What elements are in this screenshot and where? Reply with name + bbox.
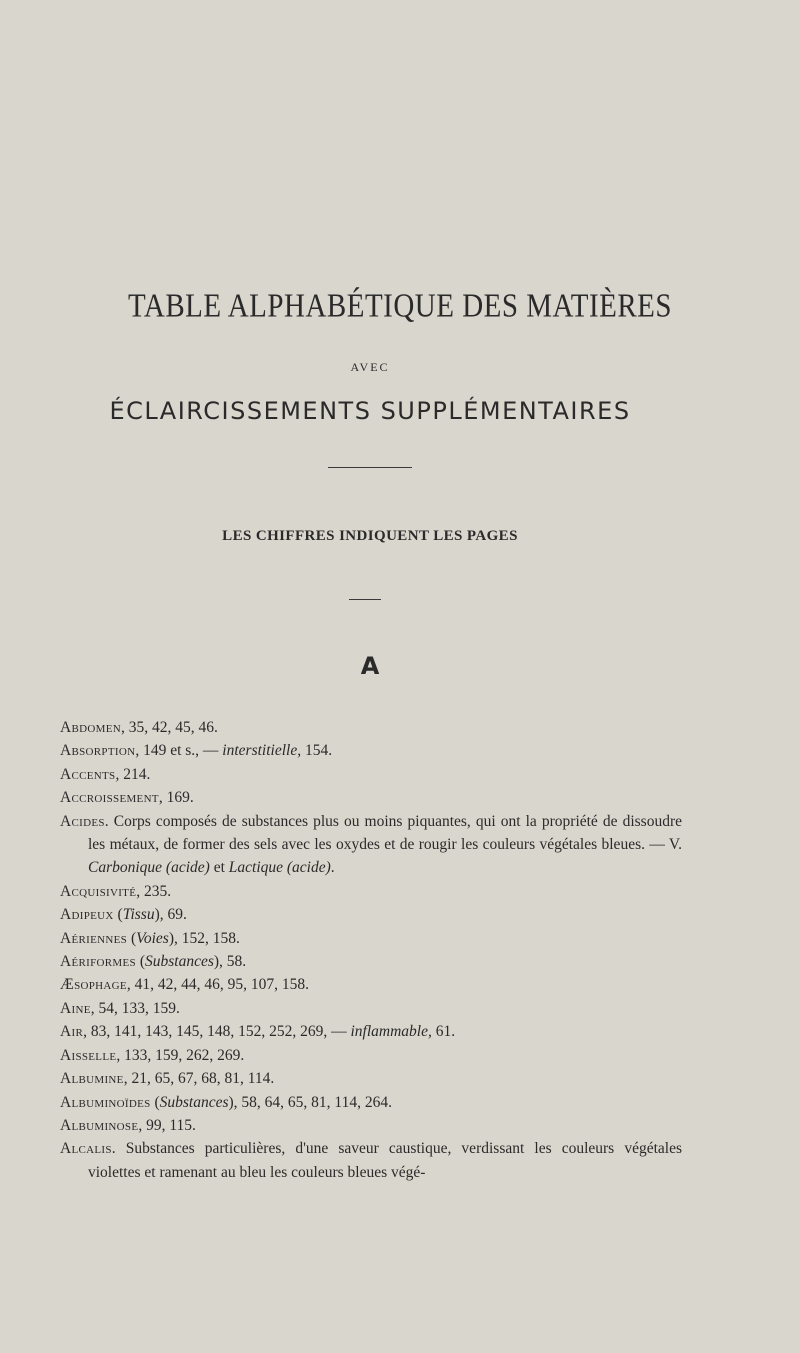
index-entry [60, 1091, 682, 1114]
index-entry [60, 903, 682, 926]
entry-text: . Substances particulières, d'une saveur caustique, verdissant les couleurs végétales violettes et ramenant au bleu les couleurs bleues végé- [88, 1140, 682, 1181]
index-entry [60, 1137, 682, 1184]
divider-rule [328, 467, 412, 468]
index-entry [60, 1044, 682, 1067]
entry-head: Albumine [60, 1070, 124, 1088]
index-entry [60, 927, 682, 950]
entry-head: Acquisivité [60, 882, 137, 900]
page-title: TABLE ALPHABÉTIQUE DES MATIÈRES [127, 287, 673, 325]
entry-text: ( [127, 929, 137, 947]
entry-text: ), 69. [154, 906, 187, 924]
entry-head: Aériennes [60, 929, 128, 947]
entry-head: Aine [60, 999, 91, 1017]
index-entry [60, 1114, 682, 1137]
entry-italic: Substances [144, 953, 214, 971]
entry-head: Abdomen [60, 719, 121, 736]
index-entries [60, 716, 682, 1184]
entry-head: Albuminoïdes [60, 1093, 151, 1111]
entry-text: et [209, 859, 229, 877]
entry-text: , 149 et s., — [135, 742, 223, 760]
entry-head: Accents [60, 765, 116, 783]
entry-head: Absorption [60, 742, 136, 760]
entry-head: Adipeux [60, 906, 114, 924]
entry-text: 154. [301, 742, 333, 760]
entry-text: ( [113, 906, 123, 924]
entry-text: , 235. [136, 882, 172, 900]
index-entry [60, 973, 682, 996]
entry-text: , 54, 133, 159. [90, 999, 180, 1017]
entry-text: . Corps composés de substances plus ou moins piquantes, qui ont la propriété de dissoudre les métaux, de former des sels avec les oxydes et de rougir les couleurs végétales bleues. — V. [88, 812, 682, 854]
index-entry [60, 997, 682, 1020]
index-entry [60, 763, 682, 786]
page-subtitle: ÉCLAIRCISSEMENTS SUPPLÉMENTAIRES [109, 397, 631, 425]
index-entry [60, 786, 682, 809]
index-entry [60, 880, 682, 903]
entry-head: Acides [60, 812, 105, 830]
entry-head: Air [60, 1023, 84, 1041]
entry-text: ( [150, 1093, 160, 1111]
entry-text: ), 152, 158. [168, 929, 240, 947]
page-note: LES CHIFFRES INDIQUENT LES PAGES [222, 528, 518, 544]
entry-head: Æsophage [60, 976, 127, 994]
index-entry [60, 716, 682, 739]
entry-italic: Voies [136, 929, 169, 947]
entry-text: , 83, 141, 143, 145, 148, 152, 252, 269, — [83, 1023, 351, 1041]
entry-text: . [330, 859, 335, 877]
entry-text: , 133, 159, 262, 269. [116, 1046, 245, 1064]
entry-head: Albuminose [60, 1116, 139, 1134]
entry-head: Alcalis [60, 1140, 112, 1158]
section-letter: A [360, 652, 380, 680]
entry-head: Aisselle [60, 1046, 117, 1064]
entry-text: , 99, 115. [138, 1116, 196, 1134]
index-entry [60, 739, 682, 762]
entry-italic: inflammable, [350, 1023, 432, 1041]
index-entry [60, 1020, 682, 1043]
entry-italic: interstitielle, [222, 742, 302, 760]
entry-text: , 214. [115, 765, 151, 783]
entry-head: Accroissement [60, 789, 159, 807]
entry-italic: Lactique (acide) [228, 859, 331, 877]
entry-text: , 169. [158, 789, 194, 807]
entry-text: 61. [431, 1023, 456, 1041]
entry-text: ), 58, 64, 65, 81, 114, 264. [228, 1093, 392, 1111]
entry-text: , 35, 42, 45, 46. [120, 719, 218, 736]
avec-label: AVEC [350, 360, 390, 374]
entry-text: , 41, 42, 44, 46, 95, 107, 158. [126, 976, 310, 994]
entry-italic: Carbonique (acide) [88, 859, 210, 877]
entry-text: ( [135, 953, 145, 971]
entry-text: , 21, 65, 67, 68, 81, 114. [123, 1070, 275, 1088]
entry-head: Aériformes [60, 953, 136, 971]
index-entry [60, 1067, 682, 1090]
entry-text: ), 58. [213, 953, 247, 971]
index-entry [60, 950, 682, 973]
index-entry [60, 810, 682, 880]
divider-rule-short [349, 599, 381, 600]
entry-italic: Substances [159, 1093, 229, 1111]
entry-italic: Tissu [122, 906, 155, 924]
